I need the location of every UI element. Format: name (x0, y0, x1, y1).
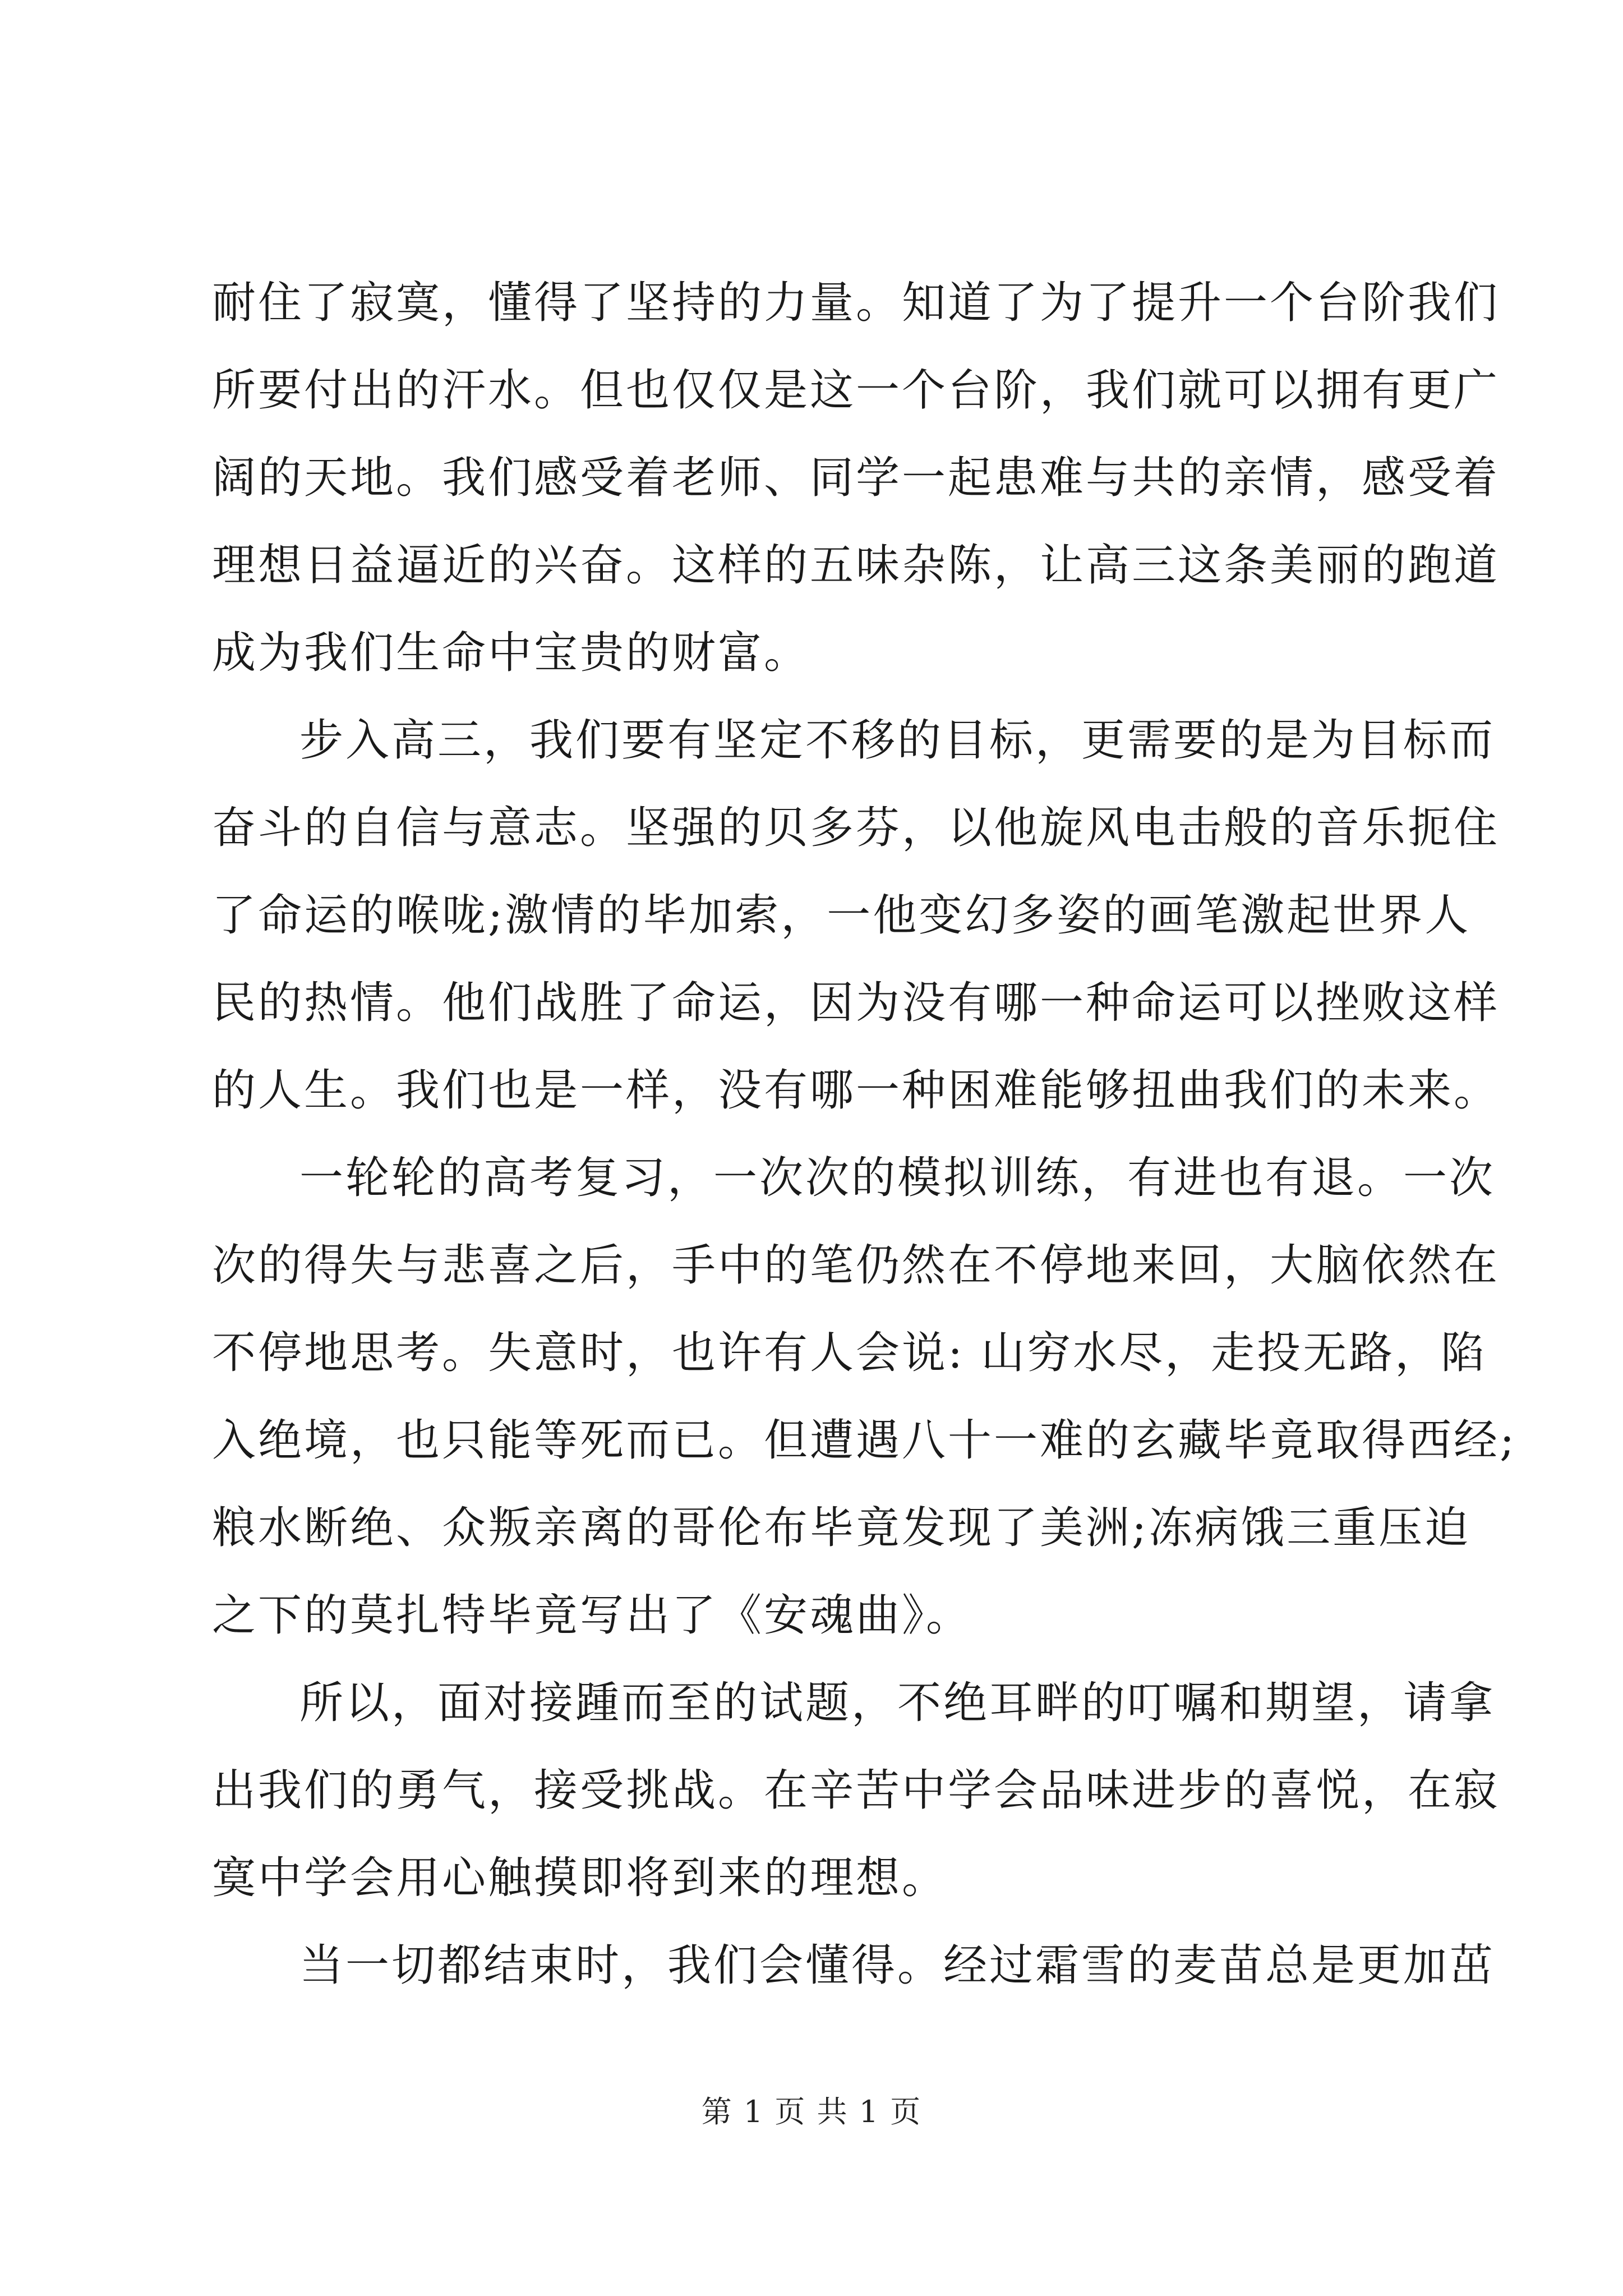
text-line: 耐住了寂寞，懂得了坚持的力量。知道了为了提升一个台阶我们 (212, 278, 1500, 328)
text-line: 的人生。我们也是一样，没有哪一种困难能够扭曲我们的未来。 (212, 1065, 1500, 1116)
paragraph-5 (212, 1922, 1496, 2009)
text-line: 成为我们生命中宝贵的财富。 (212, 628, 810, 678)
text-line: 理想日益逼近的兴奋。这样的五味杂陈，让高三这条美丽的跑道 (212, 540, 1500, 591)
paragraph-1 (212, 259, 1500, 697)
page-footer: 第 1 页 共 1 页 (701, 2094, 922, 2129)
text-line: 民的热情。他们战胜了命运，因为没有哪一种命运可以挫败这样 (212, 978, 1500, 1028)
text-line: 入绝境，也只能等死而已。但遭遇八十一难的玄藏毕竟取得西经; (212, 1415, 1517, 1466)
text-line: 步入高三，我们要有坚定不移的目标，更需要的是为目标而 (299, 715, 1496, 766)
text-line: 所以，面对接踵而至的试题，不绝耳畔的叮嘱和期望，请拿 (299, 1678, 1496, 1728)
body-text (212, 259, 1517, 2009)
text-line: 次的得失与悲喜之后，手中的笔仍然在不停地来回，大脑依然在 (212, 1240, 1500, 1291)
text-line: 奋斗的自信与意志。坚强的贝多芬，以他旋风电击般的音乐扼住 (212, 803, 1500, 853)
text-line: 阔的天地。我们感受着老师、同学一起患难与共的亲情，感受着 (212, 453, 1500, 503)
text-line: 了命运的喉咙;激情的毕加索，一他变幻多姿的画笔激起世界人 (212, 890, 1471, 941)
paragraph-2 (212, 697, 1500, 1134)
text-line: 不停地思考。失意时，也许有人会说: 山穷水尽，走投无路，陷 (212, 1328, 1487, 1378)
text-line: 粮水断绝、众叛亲离的哥伦布毕竟发现了美洲;冻病饿三重压迫 (212, 1503, 1471, 1553)
text-line: 之下的莫扎特毕竟写出了《安魂曲》。 (212, 1590, 972, 1641)
text-line: 所要付出的汗水。但也仅仅是这一个台阶，我们就可以拥有更广 (212, 365, 1500, 416)
text-line: 出我们的勇气，接受挑战。在辛苦中学会品味进步的喜悦，在寂 (212, 1765, 1500, 1816)
text-line: 寞中学会用心触摸即将到来的理想。 (212, 1853, 948, 1903)
paragraph-3 (212, 1134, 1517, 1659)
paragraph-4 (212, 1659, 1500, 1922)
text-line: 一轮轮的高考复习，一次次的模拟训练，有进也有退。一次 (299, 1153, 1496, 1203)
text-line: 当一切都结束时，我们会懂得。经过霜雪的麦苗总是更加茁 (299, 1940, 1496, 1991)
